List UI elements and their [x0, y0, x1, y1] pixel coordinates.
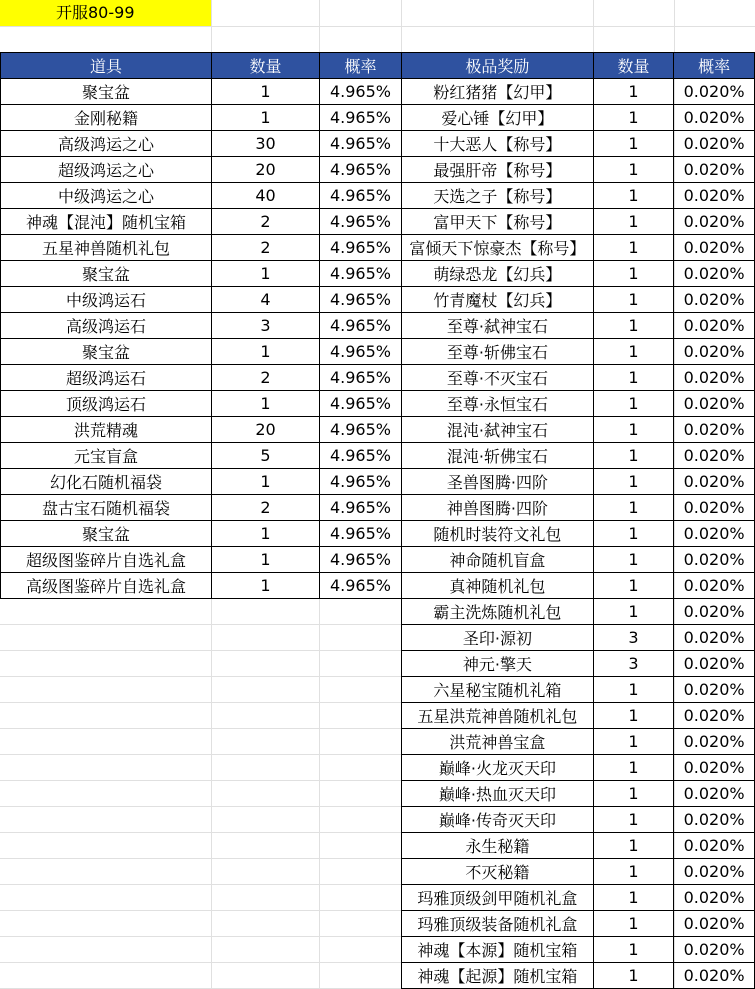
- table-row: [402, 651, 755, 677]
- cell-quantity[interactable]: 1: [593, 963, 673, 989]
- rewards-table-header: [402, 53, 755, 79]
- table-row: [402, 131, 755, 157]
- cell-probability[interactable]: 0.020%: [674, 651, 755, 677]
- cell-name[interactable]: 巅峰·传奇灭天印: [402, 807, 594, 833]
- table-row: [1, 495, 402, 521]
- cell-name[interactable]: 超级图鉴碎片自选礼盒: [1, 547, 212, 573]
- cell-name[interactable]: 神魂【起源】随机宝箱: [402, 963, 594, 989]
- cell-name[interactable]: 玛雅顶级装备随机礼盒: [402, 911, 594, 937]
- cell-probability[interactable]: 0.020%: [674, 911, 755, 937]
- cell-probability[interactable]: 0.020%: [674, 573, 755, 599]
- cell-quantity[interactable]: 1: [593, 235, 673, 261]
- table-row: [402, 339, 755, 365]
- cell-quantity[interactable]: 1: [593, 157, 673, 183]
- cell-quantity[interactable]: 2: [212, 495, 320, 521]
- cell-quantity[interactable]: 1: [593, 391, 673, 417]
- table-row: [402, 859, 755, 885]
- cell-quantity[interactable]: 1: [593, 677, 673, 703]
- table-row: [1, 235, 402, 261]
- cell-probability[interactable]: 0.020%: [674, 963, 755, 989]
- table-row: [1, 469, 402, 495]
- table-row: [402, 781, 755, 807]
- table-row: [402, 625, 755, 651]
- cell-name[interactable]: 元宝盲盒: [1, 443, 212, 469]
- cell-probability[interactable]: 4.965%: [320, 235, 402, 261]
- cell-probability[interactable]: 0.020%: [674, 755, 755, 781]
- cell-probability[interactable]: 0.020%: [674, 521, 755, 547]
- cell-probability[interactable]: 0.020%: [674, 443, 755, 469]
- cell-probability[interactable]: 0.020%: [674, 131, 755, 157]
- cell-quantity[interactable]: 1: [593, 833, 673, 859]
- table-row: [402, 469, 755, 495]
- cell-probability[interactable]: 0.020%: [674, 79, 755, 105]
- cell-name[interactable]: 富甲天下【称号】: [402, 209, 594, 235]
- table-row: [402, 807, 755, 833]
- cell-probability[interactable]: 0.020%: [674, 235, 755, 261]
- table-row: [402, 755, 755, 781]
- gridline: [0, 26, 755, 27]
- cell-probability[interactable]: 4.965%: [320, 573, 402, 599]
- table-row: [402, 677, 755, 703]
- cell-quantity[interactable]: 1: [212, 469, 320, 495]
- header-quantity[interactable]: 数量: [212, 53, 320, 79]
- cell-name[interactable]: 天选之子【称号】: [402, 183, 594, 209]
- table-row: [1, 183, 402, 209]
- cell-name[interactable]: 永生秘籍: [402, 833, 594, 859]
- cell-name[interactable]: 竹青魔杖【幻兵】: [402, 287, 594, 313]
- cell-name[interactable]: 玛雅顶级剑甲随机礼盒: [402, 885, 594, 911]
- cell-name[interactable]: 聚宝盆: [1, 261, 212, 287]
- cell-name[interactable]: 金刚秘籍: [1, 105, 212, 131]
- table-row: [402, 729, 755, 755]
- table-row: [402, 547, 755, 573]
- table-row: [1, 573, 402, 599]
- cell-probability[interactable]: 0.020%: [674, 547, 755, 573]
- cell-name[interactable]: 神命随机盲盒: [402, 547, 594, 573]
- cell-quantity[interactable]: 1: [212, 547, 320, 573]
- table-row: [1, 261, 402, 287]
- table-row: [1, 287, 402, 313]
- cell-probability[interactable]: 0.020%: [674, 625, 755, 651]
- cell-name[interactable]: 圣印·源初: [402, 625, 594, 651]
- cell-name[interactable]: 神元·擎天: [402, 651, 594, 677]
- cell-probability[interactable]: 4.965%: [320, 209, 402, 235]
- cell-name[interactable]: 神魂【混沌】随机宝箱: [1, 209, 212, 235]
- header-reward[interactable]: 极品奖励: [402, 53, 594, 79]
- cell-quantity[interactable]: 1: [593, 339, 673, 365]
- cell-quantity[interactable]: 2: [212, 365, 320, 391]
- cell-probability[interactable]: 0.020%: [674, 807, 755, 833]
- sheet-title-cell[interactable]: 开服80-99: [0, 0, 211, 26]
- cell-name[interactable]: 圣兽图腾·四阶: [402, 469, 594, 495]
- cell-quantity[interactable]: 1: [593, 287, 673, 313]
- cell-name[interactable]: 幻化石随机福袋: [1, 469, 212, 495]
- cell-probability[interactable]: 0.020%: [674, 157, 755, 183]
- cell-quantity[interactable]: 1: [593, 521, 673, 547]
- cell-name[interactable]: 洪荒神兽宝盒: [402, 729, 594, 755]
- cell-probability[interactable]: 0.020%: [674, 391, 755, 417]
- cell-name[interactable]: 中级鸿运之心: [1, 183, 212, 209]
- cell-probability[interactable]: 4.965%: [320, 469, 402, 495]
- cell-probability[interactable]: 4.965%: [320, 365, 402, 391]
- cell-name[interactable]: 萌绿恐龙【幻兵】: [402, 261, 594, 287]
- cell-quantity[interactable]: 1: [212, 105, 320, 131]
- rewards-table: [401, 52, 755, 989]
- cell-probability[interactable]: 0.020%: [674, 105, 755, 131]
- cell-quantity[interactable]: 1: [593, 937, 673, 963]
- cell-name[interactable]: 十大恶人【称号】: [402, 131, 594, 157]
- table-row: [402, 235, 755, 261]
- cell-probability[interactable]: 0.020%: [674, 417, 755, 443]
- cell-name[interactable]: 粉红猪猪【幻甲】: [402, 79, 594, 105]
- table-row: [1, 313, 402, 339]
- table-row: [402, 833, 755, 859]
- cell-quantity[interactable]: 1: [593, 807, 673, 833]
- cell-probability[interactable]: 4.965%: [320, 495, 402, 521]
- cell-probability[interactable]: 0.020%: [674, 495, 755, 521]
- cell-quantity[interactable]: 1: [593, 261, 673, 287]
- cell-name[interactable]: 至尊·不灭宝石: [402, 365, 594, 391]
- table-row: [402, 911, 755, 937]
- table-row: [402, 183, 755, 209]
- cell-quantity[interactable]: 1: [593, 599, 673, 625]
- cell-name[interactable]: 五星洪荒神兽随机礼包: [402, 703, 594, 729]
- cell-name[interactable]: 至尊·斩佛宝石: [402, 339, 594, 365]
- cell-probability[interactable]: 4.965%: [320, 547, 402, 573]
- cell-probability[interactable]: 0.020%: [674, 677, 755, 703]
- cell-name[interactable]: 最强肝帝【称号】: [402, 157, 594, 183]
- cell-probability[interactable]: 0.020%: [674, 729, 755, 755]
- cell-quantity[interactable]: 1: [593, 105, 673, 131]
- table-row: [402, 495, 755, 521]
- cell-probability[interactable]: 0.020%: [674, 781, 755, 807]
- table-row: [402, 417, 755, 443]
- items-table: [0, 52, 402, 599]
- table-row: [402, 599, 755, 625]
- cell-quantity[interactable]: 40: [212, 183, 320, 209]
- cell-name[interactable]: 真神随机礼包: [402, 573, 594, 599]
- cell-name[interactable]: 高级图鉴碎片自选礼盒: [1, 573, 212, 599]
- cell-name[interactable]: 神兽图腾·四阶: [402, 495, 594, 521]
- table-row: [402, 963, 755, 989]
- cell-probability[interactable]: 0.020%: [674, 313, 755, 339]
- table-row: [1, 365, 402, 391]
- table-row: [402, 79, 755, 105]
- table-row: [1, 443, 402, 469]
- cell-name[interactable]: 顶级鸿运石: [1, 391, 212, 417]
- cell-name[interactable]: 洪荒精魂: [1, 417, 212, 443]
- cell-quantity[interactable]: 1: [593, 183, 673, 209]
- cell-quantity[interactable]: 1: [593, 573, 673, 599]
- cell-quantity[interactable]: 1: [593, 417, 673, 443]
- cell-quantity[interactable]: 1: [593, 443, 673, 469]
- cell-quantity[interactable]: 1: [212, 261, 320, 287]
- cell-quantity[interactable]: 1: [593, 755, 673, 781]
- cell-probability[interactable]: 0.020%: [674, 703, 755, 729]
- cell-quantity[interactable]: 2: [212, 209, 320, 235]
- cell-name[interactable]: 高级鸿运之心: [1, 131, 212, 157]
- cell-probability[interactable]: 0.020%: [674, 937, 755, 963]
- cell-probability[interactable]: 4.965%: [320, 131, 402, 157]
- cell-quantity[interactable]: 1: [593, 79, 673, 105]
- cell-probability[interactable]: 4.965%: [320, 339, 402, 365]
- cell-probability[interactable]: 0.020%: [674, 469, 755, 495]
- cell-probability[interactable]: 0.020%: [674, 885, 755, 911]
- cell-name[interactable]: 超级鸿运石: [1, 365, 212, 391]
- cell-quantity[interactable]: 1: [593, 495, 673, 521]
- cell-name[interactable]: 六星秘宝随机礼箱: [402, 677, 594, 703]
- table-row: [402, 157, 755, 183]
- cell-name[interactable]: 至尊·弑神宝石: [402, 313, 594, 339]
- cell-name[interactable]: 超级鸿运之心: [1, 157, 212, 183]
- table-row: [1, 209, 402, 235]
- cell-quantity[interactable]: 4: [212, 287, 320, 313]
- cell-name[interactable]: 不灭秘籍: [402, 859, 594, 885]
- cell-probability[interactable]: 0.020%: [674, 365, 755, 391]
- table-row: [1, 105, 402, 131]
- cell-name[interactable]: 聚宝盆: [1, 521, 212, 547]
- table-row: [1, 157, 402, 183]
- cell-name[interactable]: 高级鸿运石: [1, 313, 212, 339]
- table-row: [1, 417, 402, 443]
- cell-probability[interactable]: 4.965%: [320, 443, 402, 469]
- cell-quantity[interactable]: 20: [212, 157, 320, 183]
- cell-quantity[interactable]: 3: [593, 625, 673, 651]
- cell-probability[interactable]: 4.965%: [320, 79, 402, 105]
- cell-probability[interactable]: 0.020%: [674, 599, 755, 625]
- cell-quantity[interactable]: 1: [212, 521, 320, 547]
- cell-quantity[interactable]: 3: [212, 313, 320, 339]
- table-row: [402, 937, 755, 963]
- cell-probability[interactable]: 0.020%: [674, 339, 755, 365]
- cell-quantity[interactable]: 1: [212, 339, 320, 365]
- table-row: [402, 105, 755, 131]
- cell-quantity[interactable]: 1: [593, 729, 673, 755]
- cell-quantity[interactable]: 3: [593, 651, 673, 677]
- cell-probability[interactable]: 4.965%: [320, 105, 402, 131]
- table-row: [402, 885, 755, 911]
- cell-name[interactable]: 至尊·永恒宝石: [402, 391, 594, 417]
- cell-name[interactable]: 聚宝盆: [1, 79, 212, 105]
- cell-probability[interactable]: 0.020%: [674, 287, 755, 313]
- header-probability[interactable]: 概率: [674, 53, 755, 79]
- table-row: [402, 365, 755, 391]
- cell-quantity[interactable]: 30: [212, 131, 320, 157]
- cell-quantity[interactable]: 1: [593, 313, 673, 339]
- cell-name[interactable]: 混沌·弑神宝石: [402, 417, 594, 443]
- cell-probability[interactable]: 0.020%: [674, 209, 755, 235]
- cell-name[interactable]: 爱心锤【幻甲】: [402, 105, 594, 131]
- cell-probability[interactable]: 4.965%: [320, 261, 402, 287]
- cell-name[interactable]: 随机时装符文礼包: [402, 521, 594, 547]
- table-row: [402, 261, 755, 287]
- cell-probability[interactable]: 4.965%: [320, 287, 402, 313]
- cell-probability[interactable]: 0.020%: [674, 833, 755, 859]
- table-row: [402, 573, 755, 599]
- cell-quantity[interactable]: 1: [212, 391, 320, 417]
- header-item[interactable]: 道具: [1, 53, 212, 79]
- table-row: [402, 703, 755, 729]
- cell-quantity[interactable]: 5: [212, 443, 320, 469]
- cell-quantity[interactable]: 1: [593, 547, 673, 573]
- cell-probability[interactable]: 4.965%: [320, 157, 402, 183]
- cell-quantity[interactable]: 1: [593, 703, 673, 729]
- cell-name[interactable]: 霸主洗炼随机礼包: [402, 599, 594, 625]
- table-row: [402, 521, 755, 547]
- table-row: [402, 313, 755, 339]
- cell-quantity[interactable]: 1: [212, 79, 320, 105]
- cell-probability[interactable]: 0.020%: [674, 261, 755, 287]
- table-row: [1, 79, 402, 105]
- cell-quantity[interactable]: 1: [593, 911, 673, 937]
- cell-probability[interactable]: 4.965%: [320, 417, 402, 443]
- cell-name[interactable]: 巅峰·火龙灭天印: [402, 755, 594, 781]
- cell-probability[interactable]: 4.965%: [320, 391, 402, 417]
- cell-probability[interactable]: 0.020%: [674, 859, 755, 885]
- cell-probability[interactable]: 4.965%: [320, 183, 402, 209]
- cell-name[interactable]: 神魂【本源】随机宝箱: [402, 937, 594, 963]
- cell-quantity[interactable]: 20: [212, 417, 320, 443]
- table-row: [402, 443, 755, 469]
- cell-quantity[interactable]: 1: [593, 859, 673, 885]
- cell-name[interactable]: 聚宝盆: [1, 339, 212, 365]
- cell-name[interactable]: 五星神兽随机礼包: [1, 235, 212, 261]
- table-row: [402, 287, 755, 313]
- cell-name[interactable]: 盘古宝石随机福袋: [1, 495, 212, 521]
- items-table-header: [1, 53, 402, 79]
- header-probability[interactable]: 概率: [320, 53, 402, 79]
- cell-quantity[interactable]: 1: [593, 365, 673, 391]
- cell-quantity[interactable]: 1: [593, 209, 673, 235]
- cell-quantity[interactable]: 1: [593, 131, 673, 157]
- table-row: [1, 547, 402, 573]
- cell-probability[interactable]: 4.965%: [320, 313, 402, 339]
- table-row: [402, 209, 755, 235]
- cell-quantity[interactable]: 1: [593, 781, 673, 807]
- cell-name[interactable]: 巅峰·热血灭天印: [402, 781, 594, 807]
- cell-name[interactable]: 中级鸿运石: [1, 287, 212, 313]
- table-row: [1, 131, 402, 157]
- cell-probability[interactable]: 0.020%: [674, 183, 755, 209]
- table-row: [402, 391, 755, 417]
- cell-probability[interactable]: 4.965%: [320, 521, 402, 547]
- cell-name[interactable]: 富倾天下惊豪杰【称号】: [402, 235, 594, 261]
- table-row: [1, 391, 402, 417]
- cell-quantity[interactable]: 1: [593, 469, 673, 495]
- cell-quantity[interactable]: 1: [593, 885, 673, 911]
- header-quantity[interactable]: 数量: [593, 53, 673, 79]
- cell-quantity[interactable]: 1: [212, 573, 320, 599]
- cell-name[interactable]: 混沌·斩佛宝石: [402, 443, 594, 469]
- table-row: [1, 339, 402, 365]
- cell-quantity[interactable]: 2: [212, 235, 320, 261]
- table-row: [1, 521, 402, 547]
